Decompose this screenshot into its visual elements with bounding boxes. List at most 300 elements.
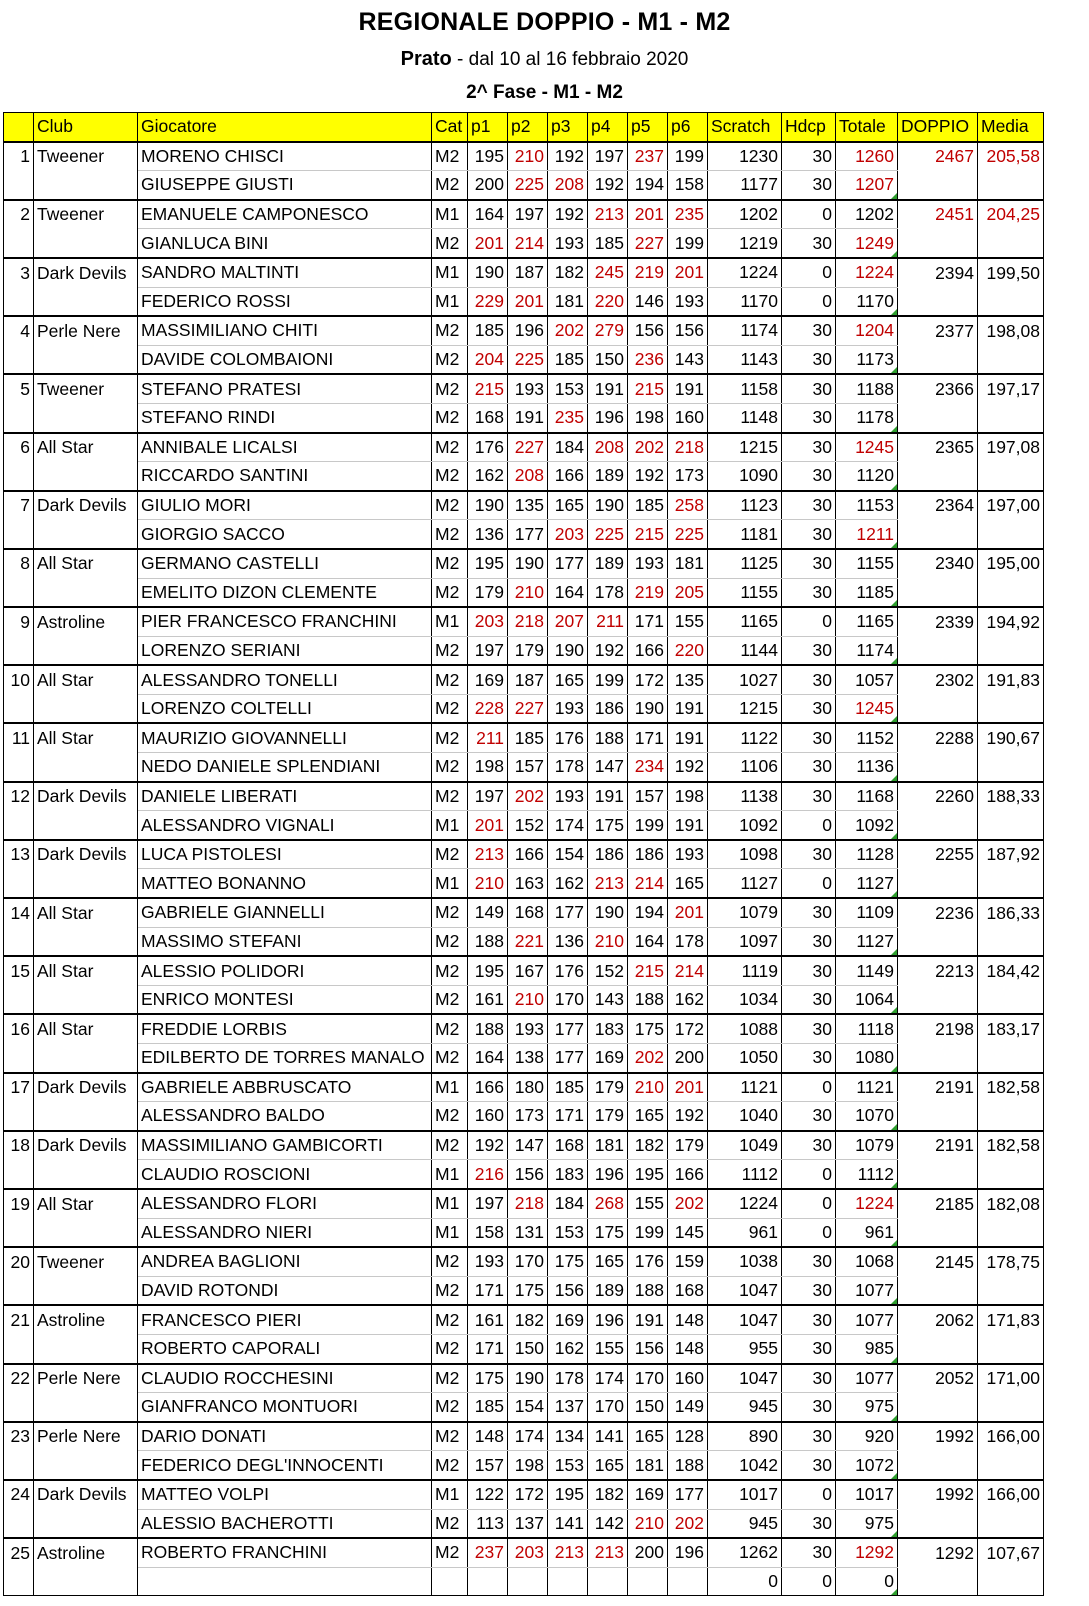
game-score-p3: 203 — [548, 520, 588, 549]
player-totale: 1224 — [836, 258, 898, 287]
player-row — [4, 1538, 1044, 1567]
player-name: MATTEO VOLPI — [138, 1480, 432, 1509]
team-media — [978, 520, 1044, 549]
game-score-p5: 219 — [628, 578, 668, 607]
player-hdcp: 30 — [782, 345, 836, 374]
game-score-p1: 203 — [468, 607, 508, 636]
team-club: All Star — [34, 665, 138, 694]
game-score-p2: 182 — [508, 1305, 548, 1334]
game-score-p4: 211 — [588, 607, 628, 636]
player-category: M1 — [432, 1160, 468, 1189]
team-club — [34, 229, 138, 258]
team-rank: 3 — [4, 258, 34, 287]
game-score-p5: 170 — [628, 1364, 668, 1393]
team-media — [978, 1393, 1044, 1422]
player-totale: 1017 — [836, 1480, 898, 1509]
game-score-p1: 195 — [468, 549, 508, 578]
team-rank: 20 — [4, 1247, 34, 1276]
team-doppio — [898, 1160, 978, 1189]
player-totale: 1173 — [836, 345, 898, 374]
player-totale: 1260 — [836, 142, 898, 171]
team-media: 191,83 — [978, 665, 1044, 694]
player-hdcp: 0 — [782, 200, 836, 229]
game-score-p3: 162 — [548, 869, 588, 898]
team-doppio: 2365 — [898, 433, 978, 462]
player-name: GIORGIO SACCO — [138, 520, 432, 549]
player-hdcp: 0 — [782, 607, 836, 636]
game-score-p5: 165 — [628, 1422, 668, 1451]
game-score-p5: 234 — [628, 753, 668, 782]
team-rank — [4, 636, 34, 665]
game-score-p3: 162 — [548, 1334, 588, 1363]
game-score-p1: 193 — [468, 1247, 508, 1276]
player-category: M1 — [432, 1480, 468, 1509]
game-score-p1: 197 — [468, 636, 508, 665]
game-score-p2: 135 — [508, 491, 548, 520]
team-media: 195,00 — [978, 549, 1044, 578]
game-score-p6: 198 — [668, 782, 708, 811]
player-category: M2 — [432, 520, 468, 549]
game-score-p1: 216 — [468, 1160, 508, 1189]
game-score-p6: 173 — [668, 462, 708, 491]
team-doppio: 1992 — [898, 1480, 978, 1509]
player-name: LUCA PISTOLESI — [138, 840, 432, 869]
player-category: M2 — [432, 1393, 468, 1422]
team-rank: 24 — [4, 1480, 34, 1509]
team-doppio: 2185 — [898, 1189, 978, 1218]
player-row — [4, 549, 1044, 578]
game-score-p2: 198 — [508, 1451, 548, 1480]
team-doppio — [898, 1276, 978, 1305]
player-row — [4, 287, 1044, 316]
game-score-p4: 189 — [588, 549, 628, 578]
player-name: MATTEO BONANNO — [138, 869, 432, 898]
game-score-p2: 138 — [508, 1044, 548, 1073]
team-media: 197,00 — [978, 491, 1044, 520]
player-row — [4, 1218, 1044, 1247]
player-hdcp: 30 — [782, 549, 836, 578]
game-score-p5: 190 — [628, 694, 668, 723]
player-totale: 1292 — [836, 1538, 898, 1567]
game-score-p4: 150 — [588, 345, 628, 374]
player-hdcp: 30 — [782, 1044, 836, 1073]
game-score-p2: 157 — [508, 753, 548, 782]
game-score-p2: 177 — [508, 520, 548, 549]
game-score-p4: 178 — [588, 578, 628, 607]
col-header-totale: Totale — [836, 113, 898, 142]
player-hdcp: 30 — [782, 665, 836, 694]
team-media — [978, 869, 1044, 898]
player-row — [4, 694, 1044, 723]
player-hdcp: 0 — [782, 869, 836, 898]
team-doppio — [898, 811, 978, 840]
player-name: ALESSIO POLIDORI — [138, 956, 432, 985]
player-hdcp: 30 — [782, 1422, 836, 1451]
player-scratch: 1040 — [708, 1102, 782, 1131]
player-scratch: 1224 — [708, 1189, 782, 1218]
game-score-p2: 167 — [508, 956, 548, 985]
game-score-p4: 175 — [588, 811, 628, 840]
game-score-p3: 182 — [548, 258, 588, 287]
game-score-p6: 148 — [668, 1334, 708, 1363]
game-score-p6: 199 — [668, 142, 708, 171]
game-score-p4: 155 — [588, 1334, 628, 1363]
player-scratch: 1038 — [708, 1247, 782, 1276]
game-score-p4: 141 — [588, 1422, 628, 1451]
team-doppio — [898, 985, 978, 1014]
game-score-p2: 174 — [508, 1422, 548, 1451]
game-score-p6: 162 — [668, 985, 708, 1014]
game-score-p4: 152 — [588, 956, 628, 985]
player-hdcp: 30 — [782, 578, 836, 607]
team-media: 187,92 — [978, 840, 1044, 869]
team-club: Dark Devils — [34, 1480, 138, 1509]
team-media: 190,67 — [978, 723, 1044, 752]
player-hdcp: 30 — [782, 636, 836, 665]
player-hdcp: 30 — [782, 956, 836, 985]
player-row — [4, 1044, 1044, 1073]
player-row — [4, 374, 1044, 403]
team-media — [978, 1567, 1044, 1596]
player-row — [4, 345, 1044, 374]
game-score-p5: 156 — [628, 1334, 668, 1363]
team-doppio: 2394 — [898, 258, 978, 287]
team-media — [978, 694, 1044, 723]
team-doppio: 2302 — [898, 665, 978, 694]
player-category: M2 — [432, 1334, 468, 1363]
player-row — [4, 1334, 1044, 1363]
player-row — [4, 433, 1044, 462]
game-score-p4: 196 — [588, 1305, 628, 1334]
phase-title: 2^ Fase - M1 - M2 — [466, 82, 623, 103]
team-doppio — [898, 1509, 978, 1538]
player-row — [4, 985, 1044, 1014]
player-row — [4, 1189, 1044, 1218]
game-score-p1: 211 — [468, 723, 508, 752]
game-score-p1: 204 — [468, 345, 508, 374]
game-score-p5: 195 — [628, 1160, 668, 1189]
team-doppio: 2366 — [898, 374, 978, 403]
player-category: M2 — [432, 1276, 468, 1305]
player-category: M2 — [432, 1044, 468, 1073]
game-score-p5: 192 — [628, 462, 668, 491]
game-score-p1: 171 — [468, 1276, 508, 1305]
team-doppio — [898, 345, 978, 374]
team-doppio — [898, 927, 978, 956]
player-scratch: 1047 — [708, 1364, 782, 1393]
game-score-p3: 235 — [548, 403, 588, 432]
team-club: Tweener — [34, 142, 138, 171]
team-doppio: 2191 — [898, 1073, 978, 1102]
team-rank — [4, 403, 34, 432]
game-score-p6: 155 — [668, 607, 708, 636]
team-doppio — [898, 1393, 978, 1422]
player-row — [4, 811, 1044, 840]
game-score-p5: 186 — [628, 840, 668, 869]
team-media: 186,33 — [978, 898, 1044, 927]
player-category: M2 — [432, 1509, 468, 1538]
player-category: M1 — [432, 1189, 468, 1218]
game-score-p3: 178 — [548, 1364, 588, 1393]
game-score-p3: 184 — [548, 433, 588, 462]
team-media: 197,08 — [978, 433, 1044, 462]
game-score-p5: 164 — [628, 927, 668, 956]
player-row — [4, 462, 1044, 491]
team-rank: 1 — [4, 142, 34, 171]
game-score-p1: 201 — [468, 811, 508, 840]
team-media: 184,42 — [978, 956, 1044, 985]
game-score-p4: 169 — [588, 1044, 628, 1073]
game-score-p1: 215 — [468, 374, 508, 403]
game-score-p3: 171 — [548, 1102, 588, 1131]
player-totale: 1121 — [836, 1073, 898, 1102]
player-row — [4, 840, 1044, 869]
team-doppio: 2062 — [898, 1305, 978, 1334]
player-hdcp: 30 — [782, 142, 836, 171]
player-scratch: 1034 — [708, 985, 782, 1014]
game-score-p4: 196 — [588, 1160, 628, 1189]
game-score-p2: 170 — [508, 1247, 548, 1276]
game-score-p1: 188 — [468, 927, 508, 956]
game-score-p2: 210 — [508, 142, 548, 171]
game-score-p4: 245 — [588, 258, 628, 287]
team-media — [978, 1044, 1044, 1073]
player-row — [4, 1073, 1044, 1102]
team-doppio — [898, 171, 978, 200]
game-score-p6: 191 — [668, 694, 708, 723]
game-score-p4: 186 — [588, 840, 628, 869]
col-header-p3: p3 — [548, 113, 588, 142]
player-hdcp: 30 — [782, 1451, 836, 1480]
team-media — [978, 1102, 1044, 1131]
team-club: Dark Devils — [34, 782, 138, 811]
game-score-p2: 168 — [508, 898, 548, 927]
player-category: M2 — [432, 840, 468, 869]
player-row — [4, 1102, 1044, 1131]
game-score-p5: 215 — [628, 956, 668, 985]
player-row — [4, 171, 1044, 200]
game-score-p4 — [588, 1567, 628, 1596]
game-score-p1: 160 — [468, 1102, 508, 1131]
player-hdcp: 30 — [782, 1102, 836, 1131]
game-score-p3: 177 — [548, 1044, 588, 1073]
team-media — [978, 1276, 1044, 1305]
player-row — [4, 403, 1044, 432]
team-media: 188,33 — [978, 782, 1044, 811]
team-doppio — [898, 1451, 978, 1480]
team-media: 107,67 — [978, 1538, 1044, 1567]
team-rank: 9 — [4, 607, 34, 636]
player-category: M2 — [432, 723, 468, 752]
game-score-p4: 165 — [588, 1247, 628, 1276]
player-hdcp: 0 — [782, 1218, 836, 1247]
player-scratch: 1262 — [708, 1538, 782, 1567]
team-club: Dark Devils — [34, 1073, 138, 1102]
game-score-p1: 185 — [468, 316, 508, 345]
col-header-p1: p1 — [468, 113, 508, 142]
player-totale: 1188 — [836, 374, 898, 403]
team-club — [34, 1276, 138, 1305]
team-media — [978, 287, 1044, 316]
player-hdcp: 30 — [782, 1276, 836, 1305]
player-hdcp: 30 — [782, 374, 836, 403]
player-scratch: 1177 — [708, 171, 782, 200]
team-doppio — [898, 462, 978, 491]
player-row — [4, 200, 1044, 229]
game-score-p4: 208 — [588, 433, 628, 462]
game-score-p6: 191 — [668, 811, 708, 840]
player-row — [4, 578, 1044, 607]
game-score-p3: 156 — [548, 1276, 588, 1305]
game-score-p5: 194 — [628, 898, 668, 927]
game-score-p6: 165 — [668, 869, 708, 898]
game-score-p1: 161 — [468, 985, 508, 1014]
player-category: M2 — [432, 374, 468, 403]
team-media — [978, 403, 1044, 432]
player-name: ROBERTO CAPORALI — [138, 1334, 432, 1363]
player-scratch: 955 — [708, 1334, 782, 1363]
player-hdcp: 30 — [782, 1305, 836, 1334]
game-score-p1: 148 — [468, 1422, 508, 1451]
game-score-p5: 193 — [628, 549, 668, 578]
game-score-p1: 158 — [468, 1218, 508, 1247]
game-score-p2: 197 — [508, 200, 548, 229]
game-score-p2: 137 — [508, 1509, 548, 1538]
game-score-p4: 170 — [588, 1393, 628, 1422]
col-header-p2: p2 — [508, 113, 548, 142]
game-score-p5: 210 — [628, 1073, 668, 1102]
game-score-p5: 172 — [628, 665, 668, 694]
player-name: ROBERTO FRANCHINI — [138, 1538, 432, 1567]
game-score-p5: 182 — [628, 1131, 668, 1160]
player-name: ENRICO MONTESI — [138, 985, 432, 1014]
player-category: M2 — [432, 316, 468, 345]
game-score-p3: 192 — [548, 142, 588, 171]
player-totale: 1118 — [836, 1014, 898, 1043]
player-scratch: 1049 — [708, 1131, 782, 1160]
game-score-p3: 177 — [548, 898, 588, 927]
game-score-p6: 200 — [668, 1044, 708, 1073]
player-scratch: 1106 — [708, 753, 782, 782]
game-score-p1: 197 — [468, 782, 508, 811]
player-scratch: 1119 — [708, 956, 782, 985]
team-rank — [4, 1218, 34, 1247]
game-score-p2: 218 — [508, 607, 548, 636]
game-score-p6: 128 — [668, 1422, 708, 1451]
game-score-p5: 175 — [628, 1014, 668, 1043]
player-name: LORENZO SERIANI — [138, 636, 432, 665]
game-score-p4: 185 — [588, 229, 628, 258]
player-hdcp: 30 — [782, 229, 836, 258]
game-score-p5: 185 — [628, 491, 668, 520]
player-scratch: 1050 — [708, 1044, 782, 1073]
team-media — [978, 1160, 1044, 1189]
game-score-p4: 268 — [588, 1189, 628, 1218]
player-name: MAURIZIO GIOVANNELLI — [138, 723, 432, 752]
team-rank — [4, 229, 34, 258]
col-header-p4: p4 — [588, 113, 628, 142]
game-score-p5: 214 — [628, 869, 668, 898]
page-title: REGIONALE DOPPIO - M1 - M2 — [358, 8, 731, 36]
player-scratch: 1230 — [708, 142, 782, 171]
player-name: EDILBERTO DE TORRES MANALO — [138, 1044, 432, 1073]
team-rank — [4, 287, 34, 316]
player-hdcp: 0 — [782, 1189, 836, 1218]
game-score-p4: 210 — [588, 927, 628, 956]
team-media — [978, 1334, 1044, 1363]
event-dates: - dal 10 al 16 febbraio 2020 — [457, 49, 689, 70]
game-score-p1: 169 — [468, 665, 508, 694]
team-rank: 15 — [4, 956, 34, 985]
team-doppio — [898, 1334, 978, 1363]
player-row — [4, 1422, 1044, 1451]
team-doppio: 2451 — [898, 200, 978, 229]
team-media: 205,58 — [978, 142, 1044, 171]
team-rank: 14 — [4, 898, 34, 927]
team-media — [978, 1218, 1044, 1247]
team-rank: 19 — [4, 1189, 34, 1218]
game-score-p5: 191 — [628, 1305, 668, 1334]
game-score-p1: 171 — [468, 1334, 508, 1363]
team-doppio — [898, 520, 978, 549]
player-category: M2 — [432, 345, 468, 374]
player-category: M1 — [432, 1073, 468, 1102]
player-totale: 1245 — [836, 433, 898, 462]
player-name: DAVIDE COLOMBAIONI — [138, 345, 432, 374]
game-score-p1: 161 — [468, 1305, 508, 1334]
player-category: M2 — [432, 1538, 468, 1567]
game-score-p5: 202 — [628, 433, 668, 462]
game-score-p6: 199 — [668, 229, 708, 258]
game-score-p3: 195 — [548, 1480, 588, 1509]
game-score-p1: 179 — [468, 578, 508, 607]
game-score-p6: 214 — [668, 956, 708, 985]
game-score-p4: 189 — [588, 1276, 628, 1305]
game-score-p3 — [548, 1567, 588, 1596]
team-rank — [4, 1334, 34, 1363]
player-name: FRANCESCO PIERI — [138, 1305, 432, 1334]
game-score-p3: 166 — [548, 462, 588, 491]
team-media — [978, 811, 1044, 840]
player-scratch: 1219 — [708, 229, 782, 258]
game-score-p3: 202 — [548, 316, 588, 345]
team-club — [34, 811, 138, 840]
player-totale: 1224 — [836, 1189, 898, 1218]
player-hdcp: 30 — [782, 1393, 836, 1422]
team-rank — [4, 1044, 34, 1073]
team-club — [34, 345, 138, 374]
team-club: Dark Devils — [34, 491, 138, 520]
team-club: All Star — [34, 723, 138, 752]
player-row — [4, 316, 1044, 345]
game-score-p3: 193 — [548, 229, 588, 258]
team-media — [978, 229, 1044, 258]
game-score-p3: 136 — [548, 927, 588, 956]
team-media — [978, 171, 1044, 200]
player-row — [4, 1276, 1044, 1305]
game-score-p1: 188 — [468, 1014, 508, 1043]
game-score-p2: 190 — [508, 1364, 548, 1393]
game-score-p2: 227 — [508, 433, 548, 462]
player-category: M2 — [432, 985, 468, 1014]
team-club: Tweener — [34, 374, 138, 403]
player-category: M2 — [432, 171, 468, 200]
game-score-p3: 168 — [548, 1131, 588, 1160]
player-scratch: 1170 — [708, 287, 782, 316]
game-score-p4: 192 — [588, 171, 628, 200]
player-hdcp: 30 — [782, 316, 836, 345]
team-media — [978, 753, 1044, 782]
